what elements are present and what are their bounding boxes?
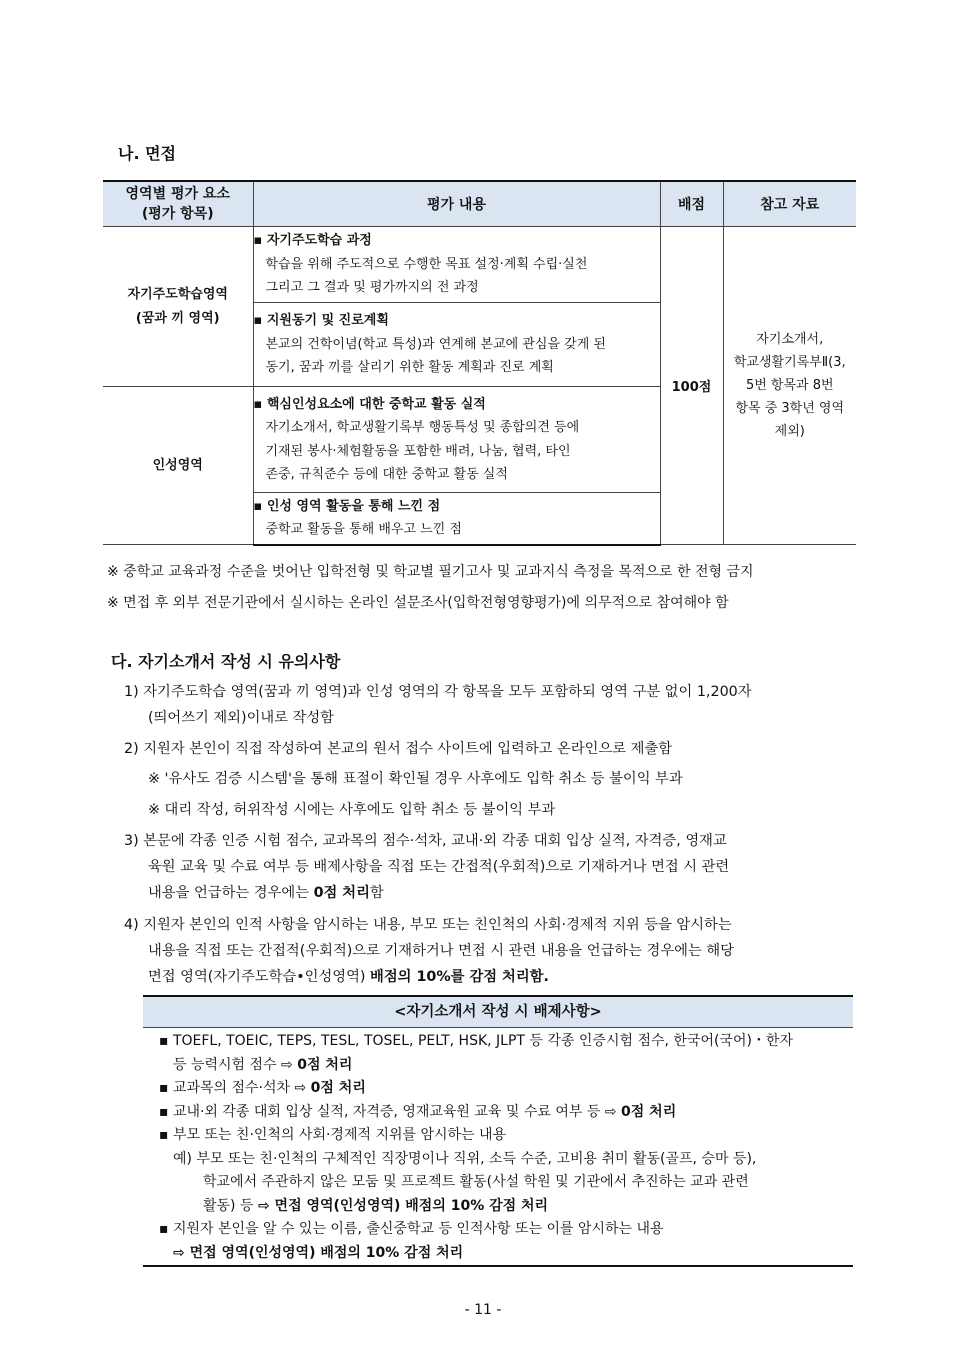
paragraph-line: 2) 지원자 본인이 직접 작성하여 본교의 원서 접수 사이트에 입력하고 온라인으로 제출함 <box>124 741 673 757</box>
paragraph-line: 육원 교육 및 수료 여부 등 배제사항을 직접 또는 간접적(우회적)으로 기재하거나 면접 시 관련 <box>148 859 730 875</box>
eval-item <box>253 227 660 303</box>
eval-item-title: ▪ 인성 영역 활동을 통해 느낀 점 <box>253 498 441 514</box>
emphasis-text: ⇨ 면접 영역(인성영역) 배점의 10% 감점 처리 <box>257 1197 549 1214</box>
note-line: ※ 면접 후 외부 전문기관에서 실시하는 온라인 설문조사(입학전형영향평가)에 의무적으로 참여해야 함 <box>107 595 729 611</box>
paragraph-line: 내용을 직접 또는 간접적(우회적)으로 기재하거나 면접 시 관련 내용을 언급하는 경우에는 해당 <box>148 943 734 959</box>
paragraph-line <box>148 964 549 990</box>
interview-evaluation-table <box>103 180 856 546</box>
exclusion-example: 예) 부모 또는 친·인척의 구체적인 직장명이나 직위, 소득 수준, 고비용 취미 활동(골프, 승마 등), <box>173 1150 757 1167</box>
header-evaluation-content: 평가 내용 <box>253 181 660 227</box>
text-run: ▪ 교내·외 각종 대회 입상 실적, 자격증, 영재교육원 교육 및 수료 여부 등 ⇨ <box>159 1103 622 1120</box>
eval-item-title: ▪ 지원동기 및 진로계획 <box>253 313 389 329</box>
text-run: 내용을 언급하는 경우에는 <box>148 885 314 901</box>
text-run: 함 <box>369 885 384 901</box>
eval-item-desc: 중학교 활동을 통해 배우고 느낀 점 <box>265 522 462 538</box>
paragraph-line <box>148 880 384 906</box>
eval-item-title: ▪ 자기주도학습 과정 <box>253 233 372 249</box>
emphasis-text: 0점 처리 <box>313 885 370 901</box>
section-heading-self-intro: 다. 자기소개서 작성 시 유의사항 <box>111 652 341 671</box>
eval-item <box>253 493 660 545</box>
category-character <box>103 387 253 545</box>
note-line: ※ 중학교 교육과정 수준을 벗어난 입학전형 및 학교별 필기고사 및 교과지식 측정을 목적으로 한 전형 금지 <box>107 564 754 580</box>
eval-item-title: ▪ 핵심인성요소에 대한 중학교 활동 실적 <box>253 396 486 412</box>
paragraph-line: 3) 본문에 각종 인증 시험 점수, 교과목의 점수·석차, 교내·외 각종 대회 입상 실적, 자격증, 영재교 <box>124 833 727 849</box>
section-heading-interview: 나. 면접 <box>118 144 177 163</box>
exclusion-box-title: <자기소개서 작성 시 배제사항> <box>143 997 853 1028</box>
paragraph-line: 4) 지원자 본인의 인적 사항을 암시하는 내용, 부모 또는 친인척의 사회·경제적 지위 등을 암시하는 <box>124 917 732 933</box>
emphasis-text: 0점 처리 <box>297 1056 353 1073</box>
text-run: 활동) 등 <box>203 1197 258 1214</box>
score-cell: 100점 <box>660 227 723 545</box>
eval-item-desc: 학습을 위해 주도적으로 수행한 목표 설정·계획 수립·실천 그리고 그 결과 및 평가까지의 전 과정 <box>265 256 588 296</box>
text-run: ▪ 교과목의 점수·석차 ⇨ <box>159 1080 311 1096</box>
eval-item-desc: 본교의 건학이념(학교 특성)과 연계해 본교에 관심을 갖게 된 동기, 꿈과 끼를 살리기 위한 활동 계획과 진로 계획 <box>265 336 606 376</box>
exclusion-item-cont: ⇨ 면접 영역(인성영역) 배점의 10% 감점 처리 <box>173 1244 464 1261</box>
category-label: 자기주도학습영역 (꿈과 끼 영역) <box>127 286 228 326</box>
exclusion-example-cont <box>143 1195 853 1219</box>
category-self-directed <box>103 227 253 387</box>
exclusion-item: ▪ 부모 또는 친·인척의 사회·경제적 지위를 암시하는 내용 <box>159 1127 507 1143</box>
header-text: 영역별 평가 요소 (평가 항목) <box>125 186 230 222</box>
exclusion-box <box>143 995 853 1267</box>
reference-text: 자기소개서, 학교생활기록부Ⅱ(3, 5번 항목과 8번 항목 중 3학년 영역 제외) <box>733 332 846 439</box>
category-label: 인성영역 <box>152 457 203 473</box>
exclusion-item-cont <box>143 1054 853 1078</box>
exclusion-item <box>143 1101 853 1125</box>
page-number: - 11 - <box>464 1302 502 1318</box>
exclusion-item: ▪ TOEFL, TOEIC, TEPS, TESL, TOSEL, PELT, HSK, JLPT 등 각종 인증시험 점수, 한국어(국어)・한자 <box>159 1033 793 1049</box>
exclusion-item: ▪ 지원자 본인을 알 수 있는 이름, 출신중학교 등 인적사항 또는 이를 암시하는 내용 <box>159 1221 664 1237</box>
note-line: ※ 대리 작성, 허위작성 시에는 사후에도 입학 취소 등 불이익 부과 <box>148 802 556 818</box>
eval-item <box>253 387 660 493</box>
header-score: 배점 <box>660 181 723 227</box>
text-run: 면접 영역(자기주도학습•인성영역) <box>148 969 371 985</box>
eval-item-desc: 자기소개서, 학교생활기록부 행동특성 및 종합의견 등에 기재된 봉사·체험활동을 포함한 배려, 나눔, 협력, 타인 존중, 규칙준수 등에 대한 중학교 활동 실적 <box>265 420 580 482</box>
paragraph-line: (띄어쓰기 제외)이내로 작성함 <box>148 710 334 726</box>
header-reference: 참고 자료 <box>723 181 856 227</box>
note-line: ※ '유사도 검증 시스템'을 통해 표절이 확인될 경우 사후에도 입학 취소 등 불이익 부과 <box>148 771 683 787</box>
emphasis-text: 0점 처리 <box>621 1103 677 1120</box>
exclusion-item <box>143 1077 853 1101</box>
emphasis-text: 배점의 10%를 감점 처리함. <box>370 969 549 985</box>
header-evaluation-element <box>103 181 253 227</box>
reference-cell <box>723 227 856 545</box>
eval-item <box>253 303 660 387</box>
paragraph-line: 1) 자기주도학습 영역(꿈과 끼 영역)과 인성 영역의 각 항목을 모두 포함하되 영역 구분 없이 1,200자 <box>124 684 752 700</box>
exclusion-example-cont: 학교에서 주관하지 않은 모둠 및 프로젝트 활동(사설 학원 및 기관에서 추진하는 교과 관련 <box>203 1174 749 1190</box>
emphasis-text: 0점 처리 <box>310 1080 366 1096</box>
text-run: 등 능력시험 점수 ⇨ <box>173 1056 298 1073</box>
